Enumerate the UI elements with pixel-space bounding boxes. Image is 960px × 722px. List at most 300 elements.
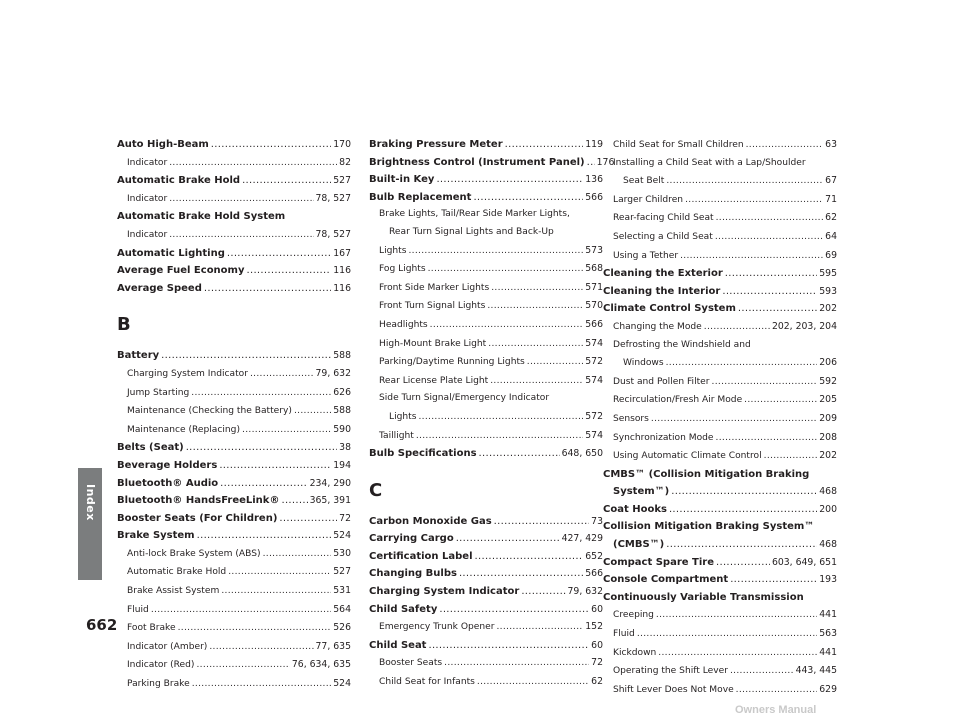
entry-label: Changing the Mode: [613, 321, 702, 332]
index-entry: [603, 265, 837, 283]
dot-leader: [169, 155, 337, 173]
entry-pages[interactable]: 82: [339, 156, 351, 168]
entry-pages[interactable]: 200: [819, 503, 837, 515]
dot-leader: [490, 373, 583, 391]
dot-leader: [250, 366, 314, 384]
entry-label: Average Speed: [117, 282, 202, 294]
dot-leader: [730, 663, 794, 681]
entry-label: Rear-facing Child Seat: [613, 213, 714, 224]
entry-label: System™): [613, 486, 670, 498]
entry-pages[interactable]: 524: [333, 530, 351, 542]
index-entry: [369, 583, 603, 601]
dot-leader: [477, 674, 589, 692]
index-entry: [369, 136, 603, 154]
entry-pages[interactable]: 202: [819, 450, 837, 462]
dot-leader: [715, 229, 823, 247]
entry-pages[interactable]: 152: [585, 621, 603, 633]
entry-pages[interactable]: 62: [825, 212, 837, 224]
dot-leader: [444, 655, 589, 673]
entry-label: Front Side Marker Lights: [379, 282, 490, 293]
dot-leader: [408, 243, 583, 261]
entry-pages[interactable]: 573: [585, 244, 603, 256]
dot-leader: [436, 171, 583, 189]
entry-label: Brake System: [117, 530, 195, 542]
index-entry: [369, 445, 603, 463]
entry-pages[interactable]: 441: [819, 609, 837, 621]
entry-pages[interactable]: 62: [591, 676, 603, 688]
dot-leader: [488, 336, 583, 354]
entry-pages[interactable]: 170: [333, 139, 351, 150]
entry-pages[interactable]: 443, 445: [795, 665, 837, 677]
index-entry: [603, 300, 837, 318]
entry-label: Rear Turn Signal Lights and Back-Up: [389, 226, 554, 237]
entry-label: Synchronization Mode: [613, 432, 714, 443]
entry-label: Automatic Brake Hold System: [117, 211, 286, 223]
dot-leader: [161, 347, 331, 365]
index-entry: [117, 457, 351, 475]
index-entry: [369, 189, 603, 207]
index-subentry: [603, 681, 837, 700]
entry-label: Compact Spare Tire: [603, 556, 714, 568]
index-subentry: [603, 410, 837, 429]
dot-leader: [680, 248, 823, 266]
index-entry: [117, 475, 351, 493]
entry-pages[interactable]: 60: [591, 603, 603, 615]
entry-pages[interactable]: 571: [585, 281, 603, 293]
index-entry: [369, 601, 603, 619]
entry-pages[interactable]: 564: [333, 603, 351, 615]
entry-pages[interactable]: 566: [585, 191, 603, 203]
entry-pages[interactable]: 531: [333, 585, 351, 597]
index-subentry: [369, 390, 603, 408]
index-subentry: [369, 316, 603, 335]
index-subentry: [369, 673, 603, 692]
index-subentry: [603, 447, 837, 466]
entry-pages[interactable]: 38: [339, 442, 351, 454]
entry-label: Child Seat: [369, 639, 427, 651]
index-subentry: [369, 242, 603, 261]
index-subentry: [369, 260, 603, 279]
entry-label: CMBS™ (Collision Mitigation Braking: [603, 468, 810, 480]
index-subentry: [603, 209, 837, 228]
entry-pages[interactable]: 119: [585, 139, 603, 150]
dot-leader: [242, 172, 331, 190]
index-subentry: [603, 318, 837, 337]
dot-leader: [196, 657, 289, 675]
dot-leader: [178, 620, 332, 638]
index-subentry: [117, 582, 351, 601]
dot-leader: [247, 262, 332, 280]
entry-label: Cleaning the Exterior: [603, 268, 723, 280]
index-entry: [117, 245, 351, 263]
entry-label: Booster Seats (For Children): [117, 512, 278, 524]
entry-label: Creeping: [613, 610, 654, 621]
entry-label: Recirculation/Fresh Air Mode: [613, 395, 743, 406]
entry-label: Maintenance (Replacing): [127, 424, 240, 435]
dot-leader: [666, 173, 823, 191]
side-tab-label: Index: [84, 484, 97, 521]
entry-pages[interactable]: 72: [591, 657, 603, 669]
index-subentry: [117, 384, 351, 403]
entry-pages[interactable]: 78, 527: [315, 228, 351, 240]
entry-label: Parking Brake: [127, 679, 190, 690]
entry-label: Using Automatic Climate Control: [613, 451, 762, 462]
index-entry: [117, 439, 351, 457]
entry-label: Taillight: [379, 430, 414, 441]
index-subentry: [369, 297, 603, 316]
entry-pages[interactable]: 202, 203, 204: [771, 320, 837, 332]
dot-leader: [736, 682, 818, 700]
index-subentry: [117, 421, 351, 440]
dot-leader: [744, 392, 817, 410]
entry-label: Coat Hooks: [603, 503, 667, 515]
entry-pages[interactable]: 588: [333, 350, 351, 362]
entry-label: Charging System Indicator: [369, 586, 520, 598]
entry-pages[interactable]: 73: [591, 515, 603, 527]
entry-pages[interactable]: 468: [819, 486, 837, 498]
entry-pages[interactable]: 566: [585, 318, 603, 330]
entry-pages[interactable]: 79, 632: [315, 367, 351, 379]
dot-leader: [494, 513, 589, 531]
index-subentry: [117, 638, 351, 657]
dot-leader: [712, 374, 818, 392]
entry-pages[interactable]: 71: [825, 193, 837, 205]
entry-label: Rear License Plate Light: [379, 375, 489, 386]
dot-leader: [151, 602, 331, 620]
entry-label: Fog Lights: [379, 264, 426, 275]
entry-pages[interactable]: 167: [333, 247, 351, 259]
entry-pages[interactable]: 63: [825, 139, 837, 150]
entry-pages[interactable]: 116: [333, 282, 351, 294]
dot-leader: [263, 546, 332, 564]
index-entry: [603, 589, 837, 607]
index-subentry: [603, 228, 837, 247]
index-entry: [369, 513, 603, 531]
entry-pages[interactable]: 205: [819, 394, 837, 406]
entry-pages[interactable]: 574: [585, 374, 603, 386]
entry-label: Selecting a Child Seat: [613, 231, 713, 242]
dot-leader: [669, 501, 817, 519]
index-subentry: [603, 172, 837, 191]
entry-pages[interactable]: 626: [333, 386, 351, 398]
entry-label: Installing a Child Seat with a Lap/Shoulder: [613, 157, 806, 168]
entry-label: Bulb Specifications: [369, 448, 477, 460]
dot-leader: [666, 355, 818, 373]
entry-pages[interactable]: 527: [333, 566, 351, 578]
entry-pages[interactable]: 116: [333, 265, 351, 277]
entry-label: Maintenance (Checking the Battery): [127, 406, 292, 417]
entry-pages[interactable]: 365, 391: [309, 495, 351, 507]
index-column-1: [117, 136, 351, 694]
entry-label: Beverage Holders: [117, 459, 218, 471]
index-subentry: [603, 625, 837, 644]
dot-leader: [279, 510, 337, 528]
index-entry: [117, 208, 351, 226]
entry-pages[interactable]: 76, 634, 635: [291, 659, 351, 671]
dot-leader: [281, 492, 307, 510]
entry-label: Indicator (Red): [127, 660, 195, 671]
dot-leader: [764, 448, 818, 466]
dot-leader: [521, 583, 565, 601]
entry-label: Child Safety: [369, 603, 438, 615]
index-entry: [117, 280, 351, 298]
index-subentry: [603, 337, 837, 355]
dot-leader: [191, 385, 331, 403]
entry-pages[interactable]: 629: [819, 683, 837, 695]
entry-pages[interactable]: 524: [333, 678, 351, 690]
index-subentry: [369, 206, 603, 224]
index-subentry: [603, 391, 837, 410]
entry-pages[interactable]: 72: [339, 512, 351, 524]
index-entry: [369, 548, 603, 566]
entry-pages[interactable]: 427, 429: [561, 533, 603, 545]
entry-pages[interactable]: 592: [819, 375, 837, 387]
index-entry: [117, 262, 351, 280]
entry-pages[interactable]: 590: [333, 423, 351, 435]
index-column-2: [369, 136, 615, 692]
index-entry: [603, 518, 837, 536]
dot-leader: [439, 601, 589, 619]
page-number: 662: [86, 616, 118, 634]
index-entry: [369, 637, 603, 655]
dot-leader: [473, 189, 583, 207]
entry-pages[interactable]: 136: [585, 174, 603, 186]
section-letter: B: [117, 314, 131, 336]
entry-pages[interactable]: 206: [819, 357, 837, 369]
index-subentry: [369, 372, 603, 391]
dot-leader: [496, 619, 583, 637]
index-entry: [369, 171, 603, 189]
index-subentry: [603, 354, 837, 373]
entry-label: Continuously Variable Transmission: [603, 591, 804, 603]
entry-label: Defrosting the Windshield and: [613, 339, 751, 350]
index-subentry: [603, 606, 837, 625]
dot-leader: [505, 136, 584, 154]
entry-pages[interactable]: 566: [585, 568, 603, 580]
entry-label: Parking/Daytime Running Lights: [379, 357, 525, 368]
entry-label: Operating the Shift Lever: [613, 666, 728, 677]
dot-leader: [685, 192, 823, 210]
entry-label: Cleaning the Interior: [603, 285, 721, 297]
entry-pages[interactable]: 77, 635: [315, 640, 351, 652]
dot-leader: [456, 530, 560, 548]
entry-label: Auto High-Beam: [117, 139, 209, 150]
dot-leader: [587, 154, 595, 172]
entry-label: Headlights: [379, 319, 428, 330]
entry-label: Battery: [117, 350, 160, 362]
index-subentry: [117, 226, 351, 245]
entry-pages[interactable]: 209: [819, 412, 837, 424]
entry-label: Automatic Lighting: [117, 247, 225, 259]
entry-pages[interactable]: 208: [819, 431, 837, 443]
index-subentry: [369, 224, 603, 242]
entry-pages[interactable]: 563: [819, 628, 837, 640]
entry-label: Child Seat for Infants: [379, 677, 475, 688]
entry-label: Lights: [389, 411, 417, 422]
entry-label: Fluid: [613, 629, 635, 640]
dot-leader: [527, 354, 583, 372]
dot-leader: [242, 422, 331, 440]
entry-pages[interactable]: 568: [585, 263, 603, 275]
entry-pages[interactable]: 67: [825, 175, 837, 187]
entry-label: Bulb Replacement: [369, 191, 472, 203]
entry-label: Bluetooth® Audio: [117, 477, 219, 489]
entry-pages[interactable]: 193: [819, 574, 837, 586]
index-entry: [117, 527, 351, 545]
entry-pages[interactable]: 652: [585, 550, 603, 562]
entry-pages[interactable]: 572: [585, 356, 603, 368]
entry-pages[interactable]: 64: [825, 230, 837, 242]
dot-leader: [725, 265, 817, 283]
entry-label: Dust and Pollen Filter: [613, 376, 710, 387]
side-tab-accent: [78, 568, 102, 580]
entry-label: Windows: [623, 358, 664, 369]
entry-label: Booster Seats: [379, 658, 443, 669]
index-subentry: [117, 402, 351, 421]
index-entry: [117, 172, 351, 190]
entry-pages[interactable]: 593: [819, 285, 837, 297]
dot-leader: [656, 607, 817, 625]
entry-label: Emergency Trunk Opener: [379, 622, 495, 633]
entry-label: Climate Control System: [603, 303, 736, 315]
entry-label: Shift Lever Does Not Move: [613, 684, 734, 695]
index-entry: [117, 136, 351, 154]
dot-leader: [746, 137, 824, 155]
entry-label: (CMBS™): [613, 539, 665, 551]
entry-label: Brake Lights, Tail/Rear Side Marker Lights,: [379, 209, 570, 220]
entry-pages[interactable]: 574: [585, 337, 603, 349]
entry-label: Braking Pressure Meter: [369, 139, 503, 150]
dot-leader: [704, 319, 770, 337]
entry-pages[interactable]: 176: [596, 156, 615, 168]
entry-label: Bluetooth® HandsFreeLink®: [117, 495, 280, 507]
index-subentry: [369, 279, 603, 298]
dot-leader: [459, 565, 583, 583]
dot-leader: [169, 191, 313, 209]
entry-pages[interactable]: 441: [819, 646, 837, 658]
dot-leader: [491, 280, 583, 298]
dot-leader: [430, 317, 584, 335]
entry-pages[interactable]: 530: [333, 547, 351, 559]
dot-leader: [197, 527, 332, 545]
dot-leader: [716, 430, 818, 448]
entry-pages[interactable]: 648, 650: [561, 448, 603, 460]
dot-leader: [475, 548, 584, 566]
entry-pages[interactable]: 468: [819, 539, 837, 551]
entry-label: Changing Bulbs: [369, 568, 457, 580]
dot-leader: [722, 283, 817, 301]
entry-pages[interactable]: 603, 649, 651: [771, 556, 837, 568]
entry-label: Indicator: [127, 229, 168, 240]
entry-pages[interactable]: 526: [333, 622, 351, 634]
watermark: Owners Manual: [735, 704, 817, 716]
entry-pages[interactable]: 234, 290: [309, 477, 351, 489]
index-subentry: [603, 429, 837, 448]
entry-pages[interactable]: 69: [825, 249, 837, 261]
index-column-3: [603, 136, 837, 699]
entry-label: Indicator: [127, 157, 168, 168]
index-entry: [603, 536, 837, 554]
index-subentry: [603, 136, 837, 155]
index-subentry: [603, 662, 837, 681]
dot-leader: [228, 564, 331, 582]
entry-pages[interactable]: 202: [819, 303, 837, 315]
entry-label: Larger Children: [613, 194, 684, 205]
entry-pages[interactable]: 595: [819, 268, 837, 280]
entry-pages[interactable]: 574: [585, 429, 603, 441]
dot-leader: [294, 403, 331, 421]
entry-pages[interactable]: 570: [585, 300, 603, 312]
entry-label: Automatic Brake Hold: [127, 567, 227, 578]
entry-pages[interactable]: 78, 527: [315, 192, 351, 204]
dot-leader: [428, 261, 584, 279]
dot-leader: [416, 428, 583, 446]
dot-leader: [637, 626, 817, 644]
dot-leader: [227, 245, 331, 263]
entry-label: Jump Starting: [127, 387, 190, 398]
entry-label: Kickdown: [613, 647, 657, 658]
dot-leader: [221, 583, 331, 601]
entry-label: Front Turn Signal Lights: [379, 301, 486, 312]
dot-leader: [671, 483, 817, 501]
entry-label: Child Seat for Small Children: [613, 140, 744, 150]
index-entry: [603, 554, 837, 572]
entry-pages[interactable]: 572: [585, 410, 603, 422]
entry-label: Indicator (Amber): [127, 641, 208, 652]
dot-leader: [209, 639, 313, 657]
index-entry: [603, 466, 837, 484]
dot-leader: [666, 536, 817, 554]
dot-leader: [651, 411, 817, 429]
entry-label: Sensors: [613, 413, 649, 424]
entry-label: Charging System Indicator: [127, 368, 248, 379]
index-subentry: [603, 373, 837, 392]
index-subentry: [117, 365, 351, 384]
index-subentry: [603, 191, 837, 210]
entry-label: Brake Assist System: [127, 586, 220, 597]
index-entry: [117, 347, 351, 365]
index-subentry: [603, 155, 837, 173]
entry-pages[interactable]: 588: [333, 405, 351, 417]
entry-label: Foot Brake: [127, 623, 176, 634]
index-subentry: [369, 654, 603, 673]
entry-pages[interactable]: 527: [333, 175, 351, 187]
entry-label: Side Turn Signal/Emergency Indicator: [379, 393, 550, 404]
entry-label: Console Compartment: [603, 574, 729, 586]
entry-label: Certification Label: [369, 550, 473, 562]
entry-label: Indicator: [127, 193, 168, 204]
index-entry: [369, 154, 615, 172]
dot-leader: [220, 475, 307, 493]
index-subentry: [603, 644, 837, 663]
entry-pages[interactable]: 60: [591, 639, 603, 651]
dot-leader: [738, 300, 817, 318]
dot-leader: [716, 554, 770, 572]
index-subentry: [369, 353, 603, 372]
entry-label: Lights: [379, 245, 407, 256]
entry-pages[interactable]: 79, 632: [567, 586, 603, 598]
entry-pages[interactable]: 194: [333, 459, 351, 471]
dot-leader: [219, 457, 331, 475]
index-subentry: [117, 675, 351, 694]
entry-label: Seat Belt: [623, 176, 665, 187]
entry-label: Collision Mitigation Braking System™: [603, 521, 815, 533]
entry-label: Brightness Control (Instrument Panel): [369, 156, 585, 168]
dot-leader: [716, 210, 824, 228]
index-entry: [117, 492, 351, 510]
index-subentry: [117, 545, 351, 564]
index-entry: [369, 565, 603, 583]
